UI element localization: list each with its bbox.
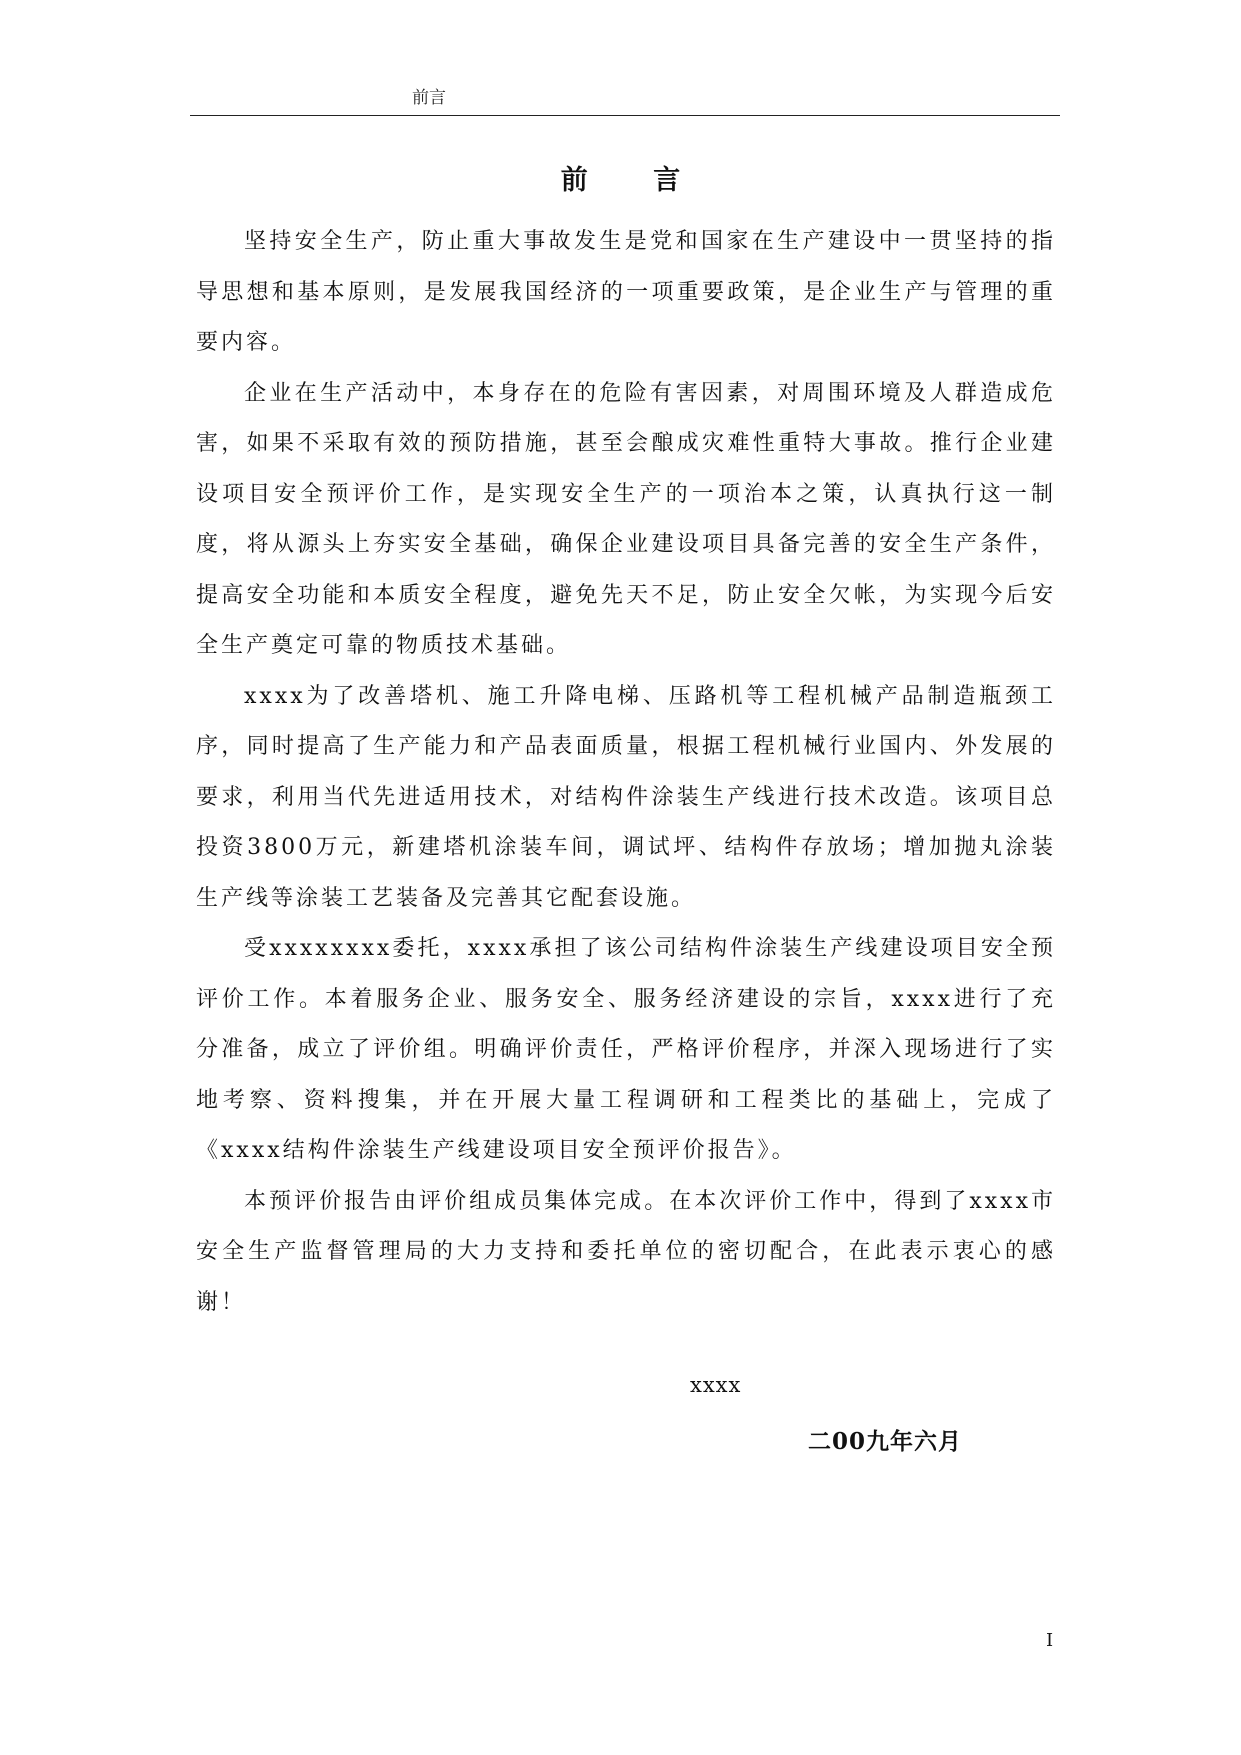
paragraph-4: 受xxxxxxxx委托，xxxx承担了该公司结构件涂装生产线建设项目安全预评价工作。本着服务企业、服务安全、服务经济建设的宗旨，xxxx进行了充分准备，成立了评价组。明确评价责任，严格评价程序，并深入现场进行了实地考察、资料搜集，并在开展大量工程调研和工程类比的基础上，完成了《xxxx结构件涂装生产线建设项目安全预评价报告》。 — [196, 936, 1056, 1163]
page-number: I — [1046, 1630, 1054, 1651]
paragraph-3: xxxx为了改善塔机、施工升降电梯、压路机等工程机械产品制造瓶颈工序，同时提高了生产能力和产品表面质量，根据工程机械行业国内、外发展的要求，利用当代先进适用技术，对结构件涂装生产线进行技术改造。该项目总投资3800万元，新建塔机涂装车间，调试坪、结构件存放场；增加抛丸涂装生产线等涂装工艺装备及完善其它配套设施。 — [196, 683, 1056, 911]
paragraph-1: 坚持安全生产，防止重大事故发生是党和国家在生产建设中一贯坚持的指导思想和基本原则，是发展我国经济的一项重要政策，是企业生产与管理的重要内容。 — [196, 229, 1056, 355]
document-date: 二00九年六月 — [808, 1428, 963, 1455]
signature: xxxx — [690, 1373, 742, 1397]
paragraph-2: 企业在生产活动中，本身存在的危险有害因素，对周围环境及人群造成危害，如果不采取有效的预防措施，甚至会酿成灾难性重特大事故。推行企业建设项目安全预评价工作，是实现安全生产的一项治本之策，认真执行这一制度，将从源头上夯实安全基础，确保企业建设项目具备完善的安全生产条件，提高安全功能和本质安全程度，避免先天不足，防止安全欠帐，为实现今后安全生产奠定可靠的物质技术基础。 — [196, 380, 1056, 658]
running-header: 前言 — [412, 88, 446, 108]
header-rule — [190, 115, 1060, 116]
page-title: 前 言 — [560, 165, 709, 196]
document-body — [196, 217, 1056, 1328]
paragraph-5: 本预评价报告由评价组成员集体完成。在本次评价工作中，得到了xxxx市安全生产监督管理局的大力支持和委托单位的密切配合，在此表示衷心的感谢！ — [196, 1188, 1056, 1315]
